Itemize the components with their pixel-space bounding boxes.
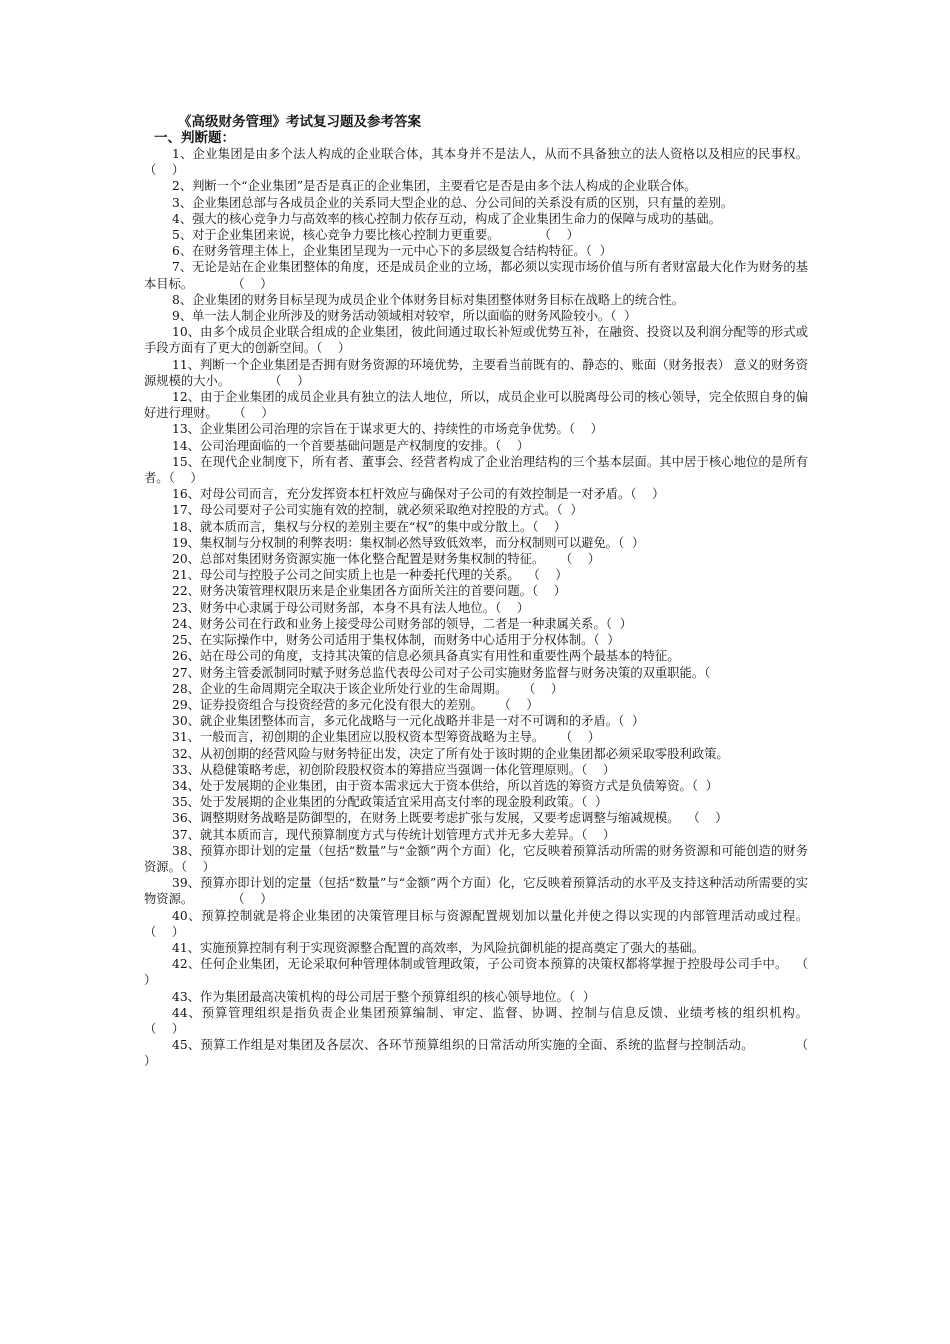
- question-item: 15、在现代企业制度下，所有者、董事会、经营者构成了企业治理结构的三个基本层面。其中居于核心地位的是所有者。（ ）: [144, 454, 808, 486]
- question-item: 22、财务决策管理权限历来是企业集团各方面所关注的首要问题。（ ）: [172, 584, 567, 599]
- question-item: 7、无论是站在企业集团整体的角度，还是成员企业的立场，都必须以实现市场价值与所有者财富最大化作为财务的基本目标。 （ ）: [144, 260, 808, 291]
- question-item: 10、由多个成员企业联合组成的企业集团，彼此间通过取长补短或优势互补，在融资、投资以及利润分配等的形式或手段方面有了更大的创新空间。（ ）: [144, 325, 808, 356]
- question-item: 44、预算管理组织是指负责企业集团预算编制、审定、监督、协调、控制与信息反馈、业绩考核的组织机构。 （ ）: [144, 1005, 848, 1036]
- question-item: 1、企业集团是由多个法人构成的企业联合体，其本身并不是法人，从而不具备独立的法人资格以及相应的民事权。 （ ）: [144, 147, 848, 178]
- question-item: 14、公司治理面临的一个首要基础问题是产权制度的安排。（ ）: [172, 438, 530, 453]
- question-item: 24、财务公司在行政和业务上接受母公司财务部的领导，二者是一种隶属关系。（ ）: [172, 616, 633, 631]
- question-item: 28、企业的生命周期完全取决于该企业所处行业的生命周期。 （ ）: [172, 681, 564, 696]
- question-item: 16、对母公司而言，充分发挥资本杠杆效应与确保对子公司的有效控制是一对矛盾。（ ）: [172, 487, 665, 502]
- question-item: 32、从初创期的经营风险与财务特征出发，决定了所有处于该时期的企业集团都必须采取零股利政策。: [172, 746, 729, 761]
- question-item: 17、母公司要对子公司实施有效的控制，就必须采取绝对控股的方式。（ ）: [172, 503, 583, 518]
- question-item: 36、调整期财务战略是防御型的，在财务上既要考虑扩张与发展，又要考虑调整与缩减规模。 （ ）: [172, 811, 728, 826]
- question-item: 45、预算工作组是对集团及各层次、各环节预算组织的日常活动所实施的全面、系统的监督与控制活动。 （ ）: [144, 1038, 824, 1069]
- question-item: 42、任何企业集团，无论采取何种管理体制或管理政策，子公司资本预算的决策权都将掌握于控股母公司手中。 （ ）: [144, 957, 824, 988]
- question-item: 2、判断一个“企业集团”是否是真正的企业集团，主要看它是否是由多个法人构成的企业联合体。: [172, 179, 697, 194]
- question-item: 6、在财务管理主体上，企业集团呈现为一元中心下的多层级复合结构特征。（ ）: [172, 244, 612, 259]
- question-item: 34、处于发展期的企业集团，由于资本需求远大于资本供给，所以首选的筹资方式是负债筹资。（ ）: [172, 778, 719, 793]
- question-item: 25、在实际操作中，财务公司适用于集权体制，而财务中心适用于分权体制。（ ）: [172, 633, 620, 648]
- question-item: 30、就企业集团整体而言，多元化战略与一元化战略并非是一对不可调和的矛盾。（ ）: [172, 714, 645, 729]
- question-item: 31、一般而言，初创期的企业集团应以股权资本型筹资战略为主导。 （ ）: [172, 730, 601, 745]
- question-item: 20、总部对集团财务资源实施一体化整合配置是财务集权制的特征。 （ ）: [172, 552, 601, 567]
- question-item: 9、单一法人制企业所涉及的财务活动领域相对较窄，所以面临的财务风险较小。（ ）: [172, 309, 637, 324]
- question-item: 26、站在母公司的角度，支持其决策的信息必须具备真实有用性和重要性两个最基本的特征。: [172, 649, 680, 664]
- question-item: 21、母公司与控股子公司之间实质上也是一种委托代理的关系。 （ ）: [172, 568, 568, 583]
- question-item: 3、企业集团总部与各成员企业的关系同大型企业的总、分公司间的关系没有质的区别，只有量的差别。: [172, 195, 734, 210]
- question-item: 43、作为集团最高决策机构的母公司居于整个预算组织的核心领导地位。（ ）: [172, 989, 596, 1004]
- document-body: [144, 114, 848, 1070]
- question-item: 39、预算亦即计划的定量（包括“数量”与“金额”两个方面）化，它反映着预算活动的水平及支持这种活动所需要的实物资源。 （ ）: [144, 876, 808, 907]
- question-item: 37、就其本质而言，现代预算制度方式与传统计划管理方式并无多大差异。（ ）: [172, 827, 616, 842]
- question-list: [144, 146, 848, 1070]
- question-item: 38、预算亦即计划的定量（包括“数量”与“金额”两个方面）化，它反映着预算活动所需的财务资源和可能创造的财务资源。（ ）: [144, 843, 808, 874]
- question-item: 11、判断一个企业集团是否拥有财务资源的环境优势，主要看当前既有的、静态的、账面（财务报表） 意义的财务资源规模的大小。 （ ）: [144, 357, 808, 388]
- question-item: 5、对于企业集团来说，核心竞争力要比核心控制力更重要。 （ ）: [172, 228, 579, 243]
- question-item: 13、企业集团公司治理的宗旨在于谋求更大的、持续性的市场竞争优势。（ ）: [172, 422, 603, 437]
- document-title: 《高级财务管理》考试复习题及参考答案: [178, 114, 421, 130]
- question-item: 12、由于企业集团的成员企业具有独立的法人地位，所以，成员企业可以脱离母公司的核心领导，完全依照自身的偏好进行理财。 （ ）: [144, 390, 808, 421]
- question-item: 8、企业集团的财务目标呈现为成员企业个体财务目标对集团整体财务目标在战略上的统合性。: [172, 292, 684, 307]
- question-item: 27、财务主管委派制同时赋予财务总监代表母公司对子公司实施财务监督与财务决策的双重职能。（: [172, 665, 711, 680]
- question-item: 18、就本质而言，集权与分权的差别主要在“权”的集中或分散上。（ ）: [172, 519, 567, 534]
- question-item: 4、强大的核心竞争力与高效率的核心控制力依存互动，构成了企业集团生命力的保障与成功的基础。: [172, 211, 721, 226]
- question-item: 35、处于发展期的企业集团的分配政策适宜采用高支付率的现金股利政策。（ ）: [172, 795, 608, 810]
- question-item: 41、实施预算控制有利于实现资源整合配置的高效率，为风险抗御机能的提高奠定了强大的基础。: [172, 940, 705, 955]
- question-item: 33、从稳健策略考虑，初创阶段股权资本的筹措应当强调一体化管理原则。（ ）: [172, 762, 616, 777]
- question-item: 23、财务中心隶属于母公司财务部，本身不具有法人地位。（ ）: [172, 600, 530, 615]
- question-item: 19、集权制与分权制的利弊表明：集权制必然导致低效率，而分权制则可以避免。（ ）: [172, 535, 645, 550]
- section-heading: 一、判断题：: [154, 130, 235, 146]
- question-item: 40、预算控制就是将企业集团的决策管理目标与资源配置规划加以量化并使之得以实现的内部管理活动或过程。 （ ）: [144, 908, 848, 939]
- question-item: 29、证券投资组合与投资经营的多元化没有很大的差别。 （ ）: [172, 697, 539, 712]
